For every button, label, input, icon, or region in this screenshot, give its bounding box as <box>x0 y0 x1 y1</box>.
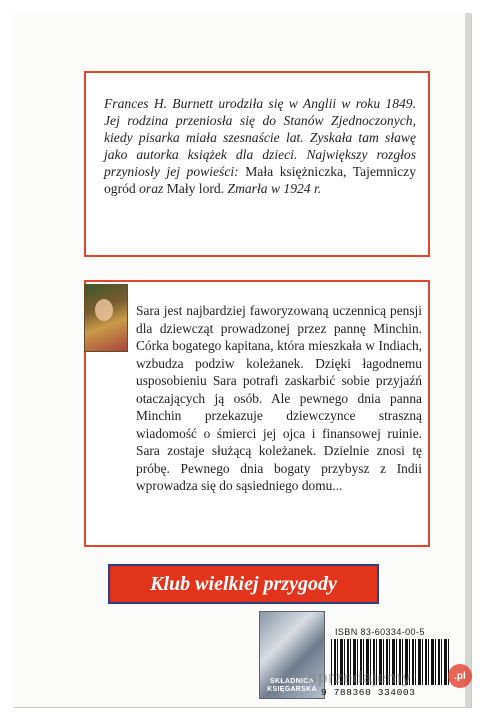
isbn-text: ISBN 83-60334-00-5 <box>335 627 425 637</box>
watermark-text: sprzedajemy <box>308 668 411 687</box>
bio-titles-1: Mała księżniczka, Tajemniczy ogród <box>104 164 417 196</box>
book-description-box <box>84 280 430 547</box>
series-title: Klub wielkiej przygody <box>150 572 337 595</box>
bio-titles-2: Mały lord. <box>163 181 225 196</box>
watermark-logo <box>448 664 472 688</box>
bio-oraz: oraz <box>139 181 164 196</box>
book-description-text: Sara jest najbardziej faworyzowaną uczennicą pensji dla dziewcząt prowadzonej przez pannę Minchin. Córka bogatego kapitana, która mieszkała w Indiach, wzbudza podziw koleżanek. Dzięki łagodnemu usposobieniu Sara potrafi zaskarbić sobie przyjaźń otaczających ją osób. Ale pewnego dnia panna Minchin przekazuje dziewczynce straszną wiadomość o śmierci jej ojca i finansowej ruinie. Sara zostaje służącą koleżanek. Dzielnie znosi tę próbę. Pewnego dnia bogaty przybysz z Indii wprowadza się do sąsiedniego domu... <box>136 303 422 493</box>
book-back-cover <box>13 13 471 707</box>
series-banner <box>108 564 379 604</box>
bio-died: Zmarła w 1924 r. <box>224 181 322 196</box>
barcode-digits: 9 788360 334003 <box>321 687 416 698</box>
author-bio-box <box>84 71 430 257</box>
bio-intro: Frances H. Burnett urodziła się w Anglii w roku 1849. Jej rodzina przeniosła się do Stanów Zjednoczonych, kiedy pisarka miała szesnaście lat. Zyskała tam sławę jako autorka książek dla dzieci. Największy rozgłos przyniosły jej powieści: <box>104 96 416 179</box>
sticker-label: SKŁADNICA KSIĘGARSKA <box>267 678 317 693</box>
cover-illustration-thumbnail <box>84 284 128 352</box>
watermark-suffix: .pl <box>454 670 466 682</box>
barcode-area <box>259 611 469 707</box>
author-bio-text <box>104 95 416 197</box>
